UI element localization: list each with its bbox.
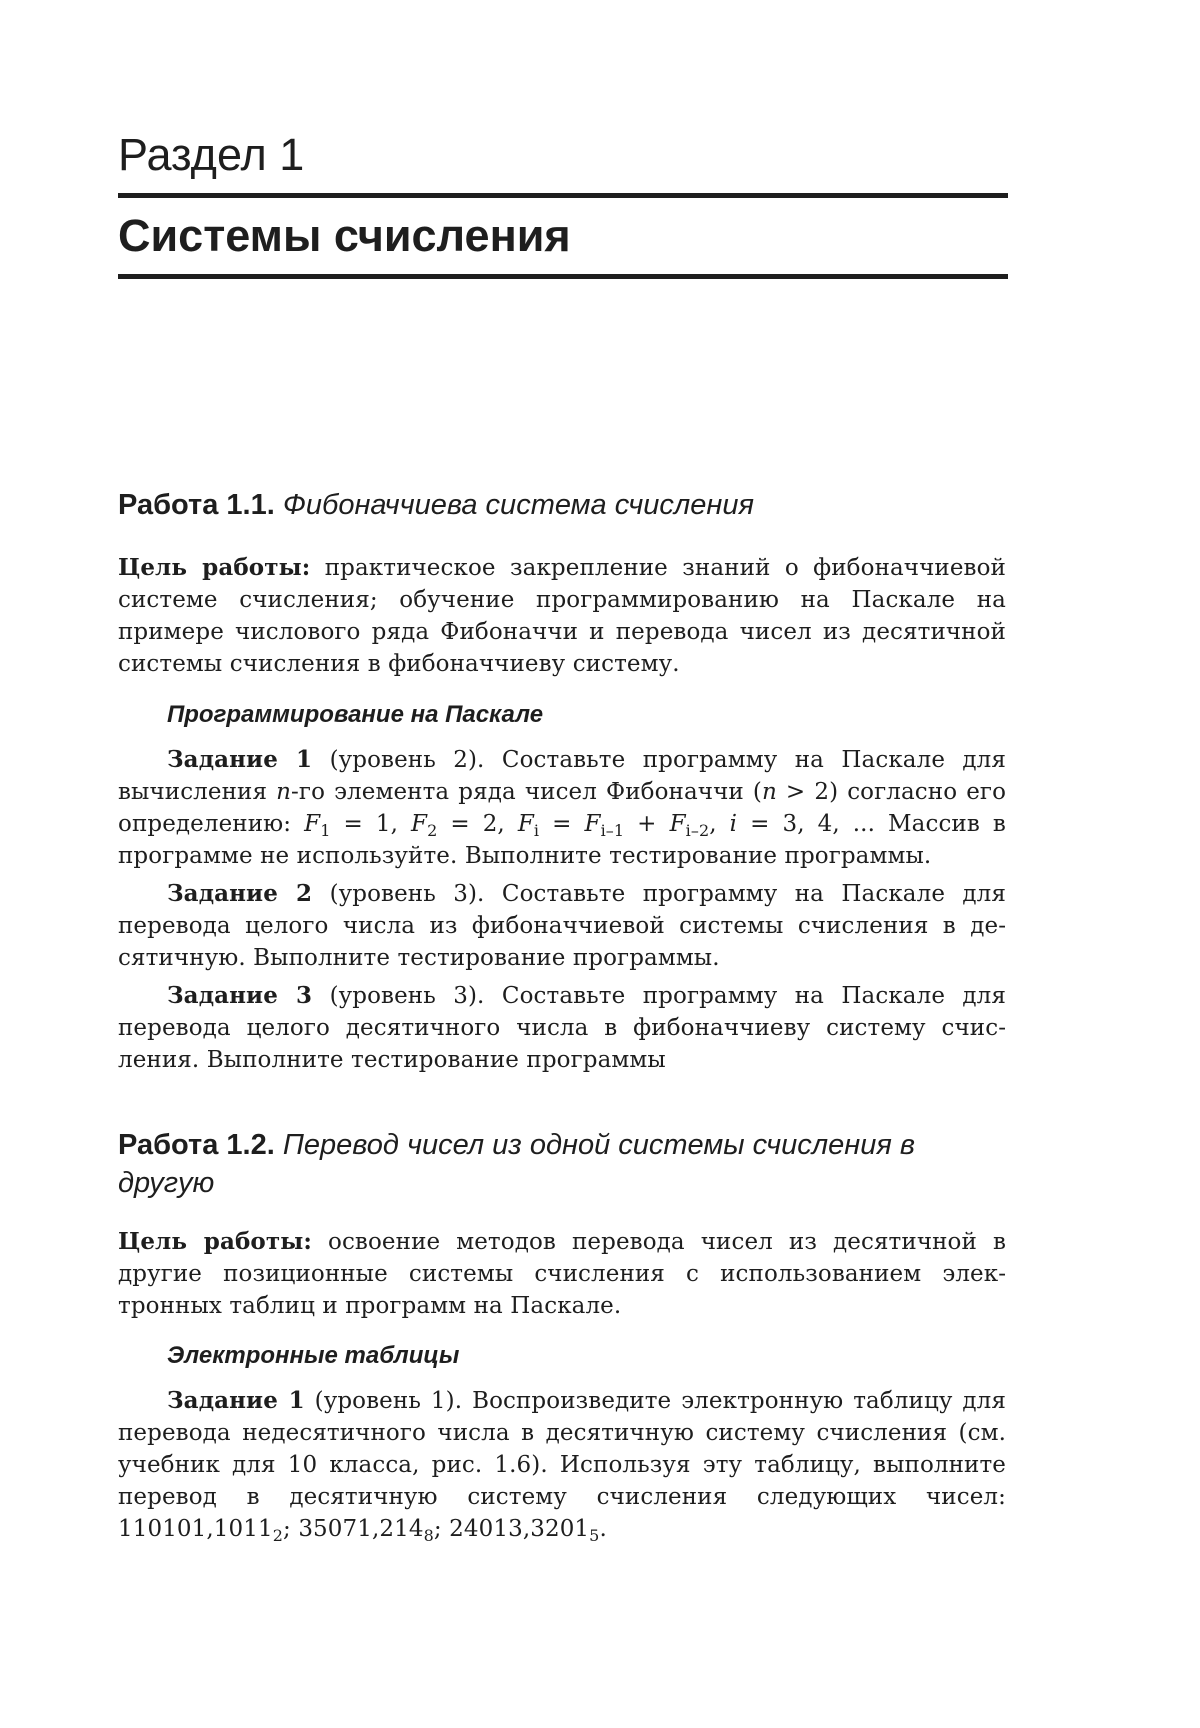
- task-text: Воспроизведите электронную таблицу для перевода недесятичного числа в десятичную систему счисления (см. учебник для 10 класса, рис. 1.6). Используя эту таблицу, выполните перевод в десятичную систему счисления следующих чисел:: [118, 1388, 1006, 1510]
- math-text: = 2,: [437, 811, 505, 837]
- number-value: 110101,1011: [118, 1516, 273, 1542]
- section-label: Раздел 1: [118, 129, 305, 180]
- section-rule-top: [118, 193, 1008, 198]
- separator: ;: [283, 1516, 291, 1542]
- work-1-task-2: [118, 878, 1006, 974]
- math-subscript: i: [533, 821, 540, 840]
- task-text: Составьте программу на Паскале для перевода целого числа из фибоначчиевой системы счисления в десятичную. Выполните тестирование программы.: [118, 881, 1007, 971]
- task-label: Задание 3: [167, 982, 313, 1009]
- number-base: 2: [272, 1526, 284, 1545]
- task-text: Массив в программе не используйте. Выполните тестирование программы.: [118, 811, 1006, 869]
- separator: .: [599, 1516, 607, 1542]
- work-1-number: Работа 1.1.: [118, 489, 275, 521]
- work-1-title: Фибоначчиева система счисления: [282, 489, 754, 521]
- task-label: Задание 2: [167, 880, 313, 907]
- number-base: 8: [423, 1526, 434, 1545]
- number-value: 35071,214: [298, 1516, 424, 1542]
- work-2-goal-label: Цель работы:: [118, 1228, 312, 1255]
- math-text: = 1,: [330, 811, 398, 837]
- work-1-heading: [118, 486, 1018, 524]
- task-text: Составьте программу на Паскале для перевода целого десятичного числа в фибоначчиеву систему счисления. Выполните тестирование программы: [118, 983, 1007, 1073]
- math-text: =: [539, 811, 572, 837]
- math-var: F: [304, 811, 321, 837]
- math-var: F: [669, 811, 686, 837]
- work-1-task-3: [118, 980, 1006, 1076]
- work-2-subsection-heading: Электронные таблицы: [167, 1342, 460, 1369]
- work-2-number: Работа 1.2.: [118, 1129, 275, 1161]
- task-label: Задание 1: [167, 746, 313, 773]
- work-1-task-1: [118, 744, 1006, 872]
- math-var: F: [584, 811, 601, 837]
- math-text: ,: [709, 811, 717, 837]
- task-level: (уровень 2).: [329, 747, 485, 773]
- work-2-goal-text: освоение методов перевода чисел из десятичной в другие позиционные системы счисления с использованием электронных таблиц и программ на Паскале.: [118, 1229, 1006, 1319]
- math-var: n: [276, 779, 292, 805]
- task-text: > 2) согласно его определению:: [118, 779, 1007, 837]
- work-1-goal-label: Цель работы:: [118, 554, 311, 581]
- math-var: F: [517, 811, 534, 837]
- math-text: = 3, 4, ...: [737, 811, 875, 837]
- math-subscript: i–1: [600, 821, 625, 840]
- number-value: 24013,3201: [449, 1516, 590, 1542]
- work-2-heading: [118, 1126, 1018, 1202]
- math-var: F: [411, 811, 428, 837]
- work-1-goal: [118, 552, 1006, 680]
- work-2-task-1: [118, 1385, 1006, 1545]
- math-subscript: 1: [320, 821, 331, 840]
- chapter-title: Системы счисления: [118, 210, 571, 261]
- work-1-goal-text: практическое закрепление знаний о фибоначчиевой системе счисления; обучение программированию на Паскале на примере числового ряда Фибоначчи и перевода чисел из десятичной системы счисления в фибоначчиеву систему.: [118, 555, 1006, 677]
- task-level: (уровень 1).: [314, 1388, 463, 1414]
- separator: ;: [433, 1516, 442, 1542]
- math-subscript: i–2: [685, 821, 710, 840]
- work-2-goal: [118, 1226, 1006, 1322]
- math-var: i: [729, 811, 738, 837]
- math-subscript: 2: [427, 821, 438, 840]
- work-1-subsection-heading: Программирование на Паскале: [167, 701, 544, 728]
- math-text: +: [624, 811, 657, 837]
- task-level: (уровень 3).: [329, 983, 485, 1009]
- task-label: Задание 1: [167, 1387, 305, 1414]
- task-text: -го элемента ряда чисел Фибоначчи (: [291, 779, 762, 805]
- number-base: 5: [589, 1526, 600, 1545]
- task-text: Составьте программу на Паскале для вычисления: [118, 747, 1007, 805]
- section-rule-bottom: [118, 274, 1008, 279]
- task-level: (уровень 3).: [329, 881, 485, 907]
- math-var: n: [761, 779, 777, 805]
- work-2-title: Перевод чисел из одной системы счисления в другую: [118, 1129, 916, 1199]
